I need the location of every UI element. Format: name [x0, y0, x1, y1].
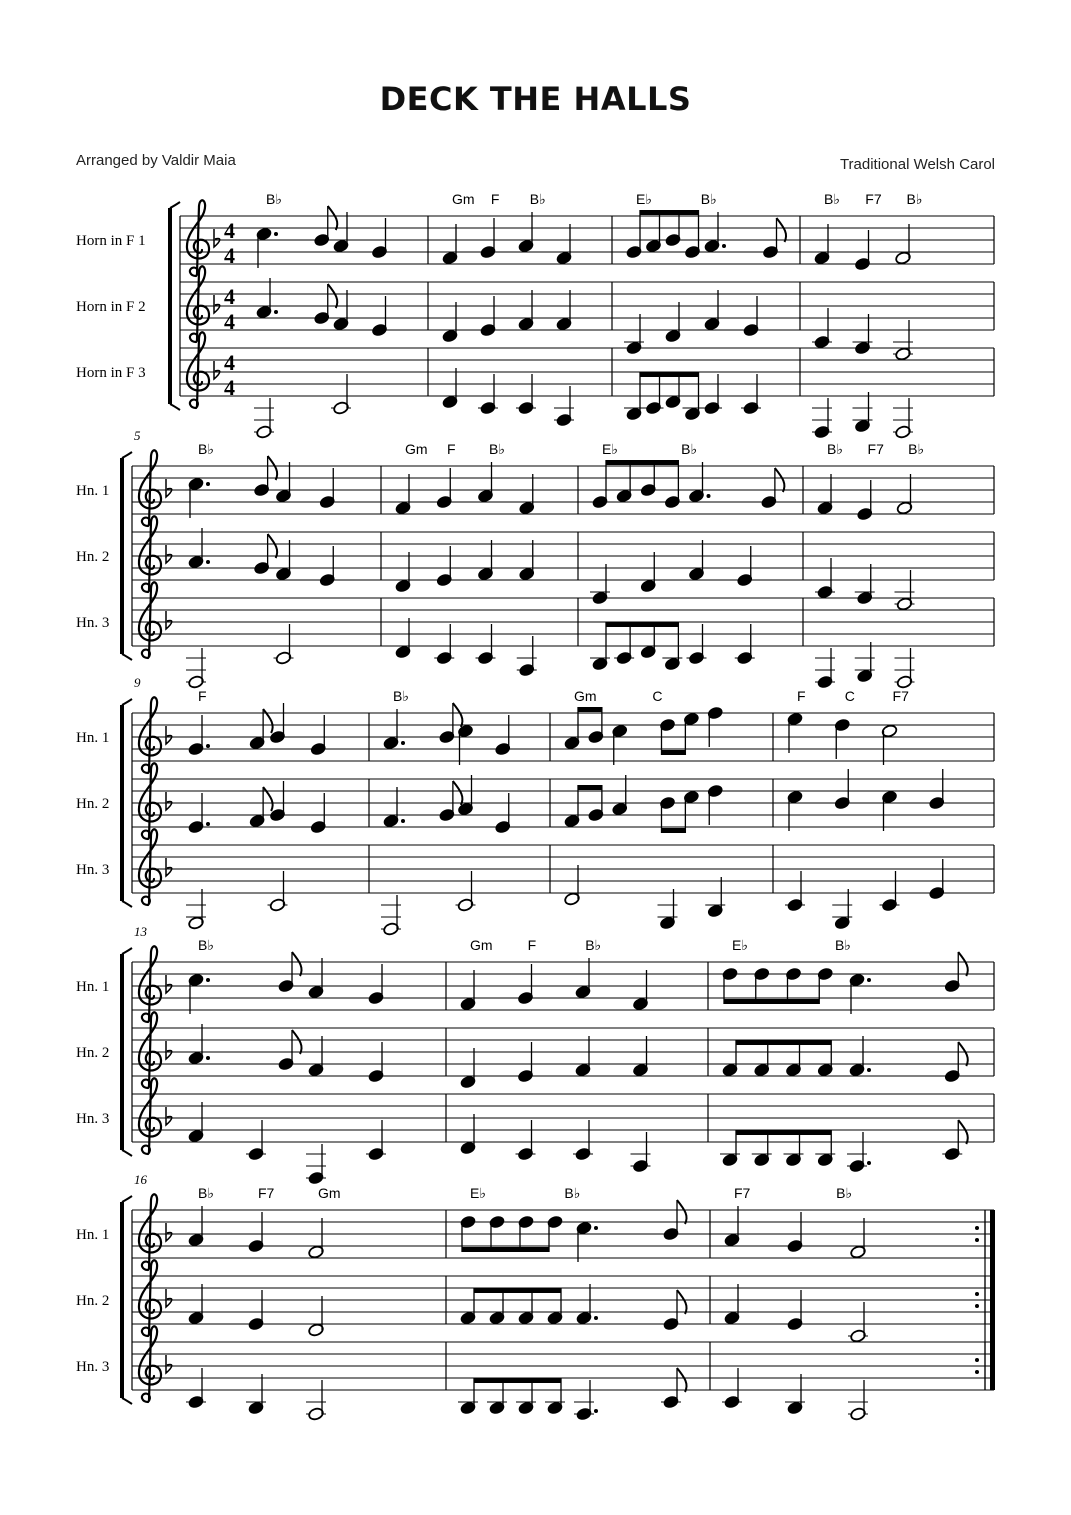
system-1 [76, 191, 994, 439]
dot [206, 482, 210, 486]
repeat-dot [975, 1226, 979, 1230]
dot [707, 494, 711, 498]
time-signature-den: 4 [224, 243, 235, 268]
part-label: Hn. 2 [76, 1045, 110, 1061]
key-signature-flat-icon [166, 1223, 172, 1241]
note-flag [268, 456, 278, 480]
bracket-cap [170, 202, 180, 208]
note-flag [328, 284, 338, 308]
note-flag [453, 781, 463, 805]
note-beam [474, 1288, 561, 1293]
chord-symbol: F7 [734, 1185, 751, 1201]
dot [867, 1068, 871, 1072]
note-flag [292, 1030, 302, 1054]
key-signature-flat-icon [166, 479, 172, 497]
treble-clef-icon [187, 266, 209, 342]
part-label: Hn. 3 [76, 862, 110, 878]
page-title: DECK THE HALLS [379, 80, 692, 118]
bracket-cap [122, 699, 132, 705]
part-label: Hn. 1 [76, 1227, 110, 1243]
bracket-cap [122, 948, 132, 954]
dot [867, 978, 871, 982]
bracket-cap [122, 452, 132, 458]
chord-symbol: F [797, 688, 806, 704]
treble-clef-icon [139, 1326, 161, 1402]
part-label: Hn. 1 [76, 730, 110, 746]
repeat-dot [975, 1370, 979, 1374]
dot [206, 822, 210, 826]
part-label: Horn in F 2 [76, 299, 146, 315]
treble-clef-icon [139, 516, 161, 592]
chord-symbol: E♭ [732, 937, 748, 953]
treble-clef-icon [139, 582, 161, 658]
chord-symbol: Gm [452, 191, 475, 207]
bracket-cap [122, 1398, 132, 1404]
treble-clef-icon [139, 1194, 161, 1270]
bracket-cap [122, 901, 132, 907]
chord-symbol: B♭ [824, 191, 840, 207]
key-signature-flat-icon [166, 726, 172, 744]
chord-symbol: B♭ [681, 441, 698, 457]
measure-number: 16 [134, 1172, 147, 1187]
note-beam [724, 999, 819, 1004]
repeat-dot [975, 1304, 979, 1308]
part-label: Hn. 3 [76, 1359, 110, 1375]
chord-symbol: B♭ [198, 1185, 214, 1201]
key-signature-flat-icon [214, 295, 220, 313]
treble-clef-icon [139, 697, 161, 773]
treble-clef-icon [139, 946, 161, 1022]
time-signature-num: 4 [224, 284, 235, 309]
note-flag [268, 534, 278, 558]
part-label: Hn. 2 [76, 549, 110, 565]
dot [722, 244, 726, 248]
system-5 [76, 1172, 995, 1421]
chord-symbol: F [447, 441, 456, 457]
part-label: Hn. 3 [76, 1111, 110, 1127]
key-signature-flat-icon [166, 1041, 172, 1059]
part-label: Hn. 2 [76, 1293, 110, 1309]
key-signature-flat-icon [166, 1355, 172, 1373]
chord-symbol: B♭ [489, 441, 505, 457]
composer-credit: Traditional Welsh Carol [839, 156, 995, 173]
system-4 [76, 924, 994, 1185]
chord-symbol: B♭ [198, 441, 214, 457]
repeat-dot [975, 1292, 979, 1296]
chord-symbol: F7 [867, 441, 884, 457]
chord-symbol: C [652, 688, 663, 704]
chord-symbol: E♭ [636, 191, 652, 207]
note-flag [958, 952, 968, 976]
dot [206, 978, 210, 982]
treble-clef-icon [139, 450, 161, 526]
part-label: Horn in F 1 [76, 233, 146, 249]
chord-symbol: C [844, 688, 855, 704]
chord-symbol: F7 [258, 1185, 275, 1201]
chord-symbol: E♭ [602, 441, 618, 457]
chord-symbol: F7 [865, 191, 882, 207]
treble-clef-icon [139, 1260, 161, 1336]
time-signature-den: 4 [224, 375, 235, 400]
chord-symbol: B♭ [906, 191, 923, 207]
repeat-dot [975, 1238, 979, 1242]
note-flag [453, 703, 463, 727]
note-beam [578, 707, 602, 712]
part-label: Hn. 1 [76, 979, 110, 995]
system-3 [76, 675, 994, 936]
note-beam [662, 828, 686, 833]
key-signature-flat-icon [166, 611, 172, 629]
note-flag [958, 1120, 968, 1144]
note-beam [662, 750, 686, 755]
chord-symbol: F7 [892, 688, 909, 704]
part-label: Hn. 2 [76, 796, 110, 812]
note-flag [958, 1042, 968, 1066]
part-label: Horn in F 3 [76, 365, 146, 381]
dot [206, 744, 210, 748]
note-beam [606, 622, 678, 627]
treble-clef-icon [139, 829, 161, 905]
chord-symbol: B♭ [700, 191, 717, 207]
dot [401, 741, 405, 745]
key-signature-flat-icon [166, 1107, 172, 1125]
treble-clef-icon [187, 200, 209, 276]
note-beam [462, 1247, 549, 1252]
chord-symbol: B♭ [827, 441, 843, 457]
note-beam [736, 1130, 831, 1135]
part-label: Hn. 3 [76, 615, 110, 631]
chord-symbol: B♭ [908, 441, 925, 457]
chord-symbol: Gm [470, 937, 493, 953]
chord-symbol: Gm [405, 441, 428, 457]
note-beam [640, 372, 699, 377]
treble-clef-icon [139, 1012, 161, 1088]
note-beam [736, 1040, 831, 1045]
chord-symbol: Gm [318, 1185, 341, 1201]
dot [594, 1226, 598, 1230]
chord-symbol: B♭ [564, 1185, 581, 1201]
note-beam [474, 1378, 561, 1383]
note-beam [640, 210, 699, 215]
dot [594, 1409, 598, 1413]
dot [274, 310, 278, 314]
repeat-dot [975, 1358, 979, 1362]
time-signature-num: 4 [224, 350, 235, 375]
time-signature-den: 4 [224, 309, 235, 334]
measure-number: 13 [134, 924, 147, 939]
note-flag [328, 206, 338, 230]
time-signature-num: 4 [224, 218, 235, 243]
chord-symbol: B♭ [529, 191, 546, 207]
dot [206, 560, 210, 564]
part-label: Hn. 1 [76, 483, 110, 499]
treble-clef-icon [139, 763, 161, 839]
measure-number: 5 [134, 428, 141, 443]
bracket-cap [122, 1196, 132, 1202]
note-flag [677, 1200, 687, 1224]
chord-symbol: F [198, 688, 207, 704]
note-flag [292, 952, 302, 976]
treble-clef-icon [187, 332, 209, 408]
measure-number: 9 [134, 675, 141, 690]
chord-symbol: B♭ [266, 191, 282, 207]
note-flag [775, 468, 785, 492]
bracket-cap [122, 654, 132, 660]
treble-clef-icon [139, 1078, 161, 1154]
dot [274, 232, 278, 236]
key-signature-flat-icon [166, 1289, 172, 1307]
key-signature-flat-icon [166, 975, 172, 993]
note-beam [606, 460, 678, 465]
dot [867, 1161, 871, 1165]
chord-symbol: B♭ [585, 937, 602, 953]
key-signature-flat-icon [166, 858, 172, 876]
chord-symbol: Gm [574, 688, 597, 704]
note-flag [777, 218, 787, 242]
bracket-cap [122, 1150, 132, 1156]
key-signature-flat-icon [214, 361, 220, 379]
key-signature-flat-icon [166, 792, 172, 810]
bracket-cap [170, 404, 180, 410]
system-2 [76, 428, 994, 689]
chord-symbol: F [490, 191, 500, 207]
chord-symbol: B♭ [834, 937, 851, 953]
note-beam [578, 785, 602, 790]
key-signature-flat-icon [214, 229, 220, 247]
dot [206, 1056, 210, 1060]
arranger-credit: Arranged by Valdir Maia [76, 152, 236, 169]
chord-symbol: E♭ [470, 1185, 486, 1201]
final-barline [990, 1210, 995, 1390]
chord-symbol: B♭ [198, 937, 214, 953]
chord-symbol: B♭ [393, 688, 409, 704]
note-flag [677, 1368, 687, 1392]
chord-symbol: B♭ [836, 1185, 853, 1201]
chord-symbol: F [527, 937, 537, 953]
key-signature-flat-icon [166, 545, 172, 563]
note-flag [677, 1290, 687, 1314]
dot [594, 1316, 598, 1320]
dot [401, 819, 405, 823]
